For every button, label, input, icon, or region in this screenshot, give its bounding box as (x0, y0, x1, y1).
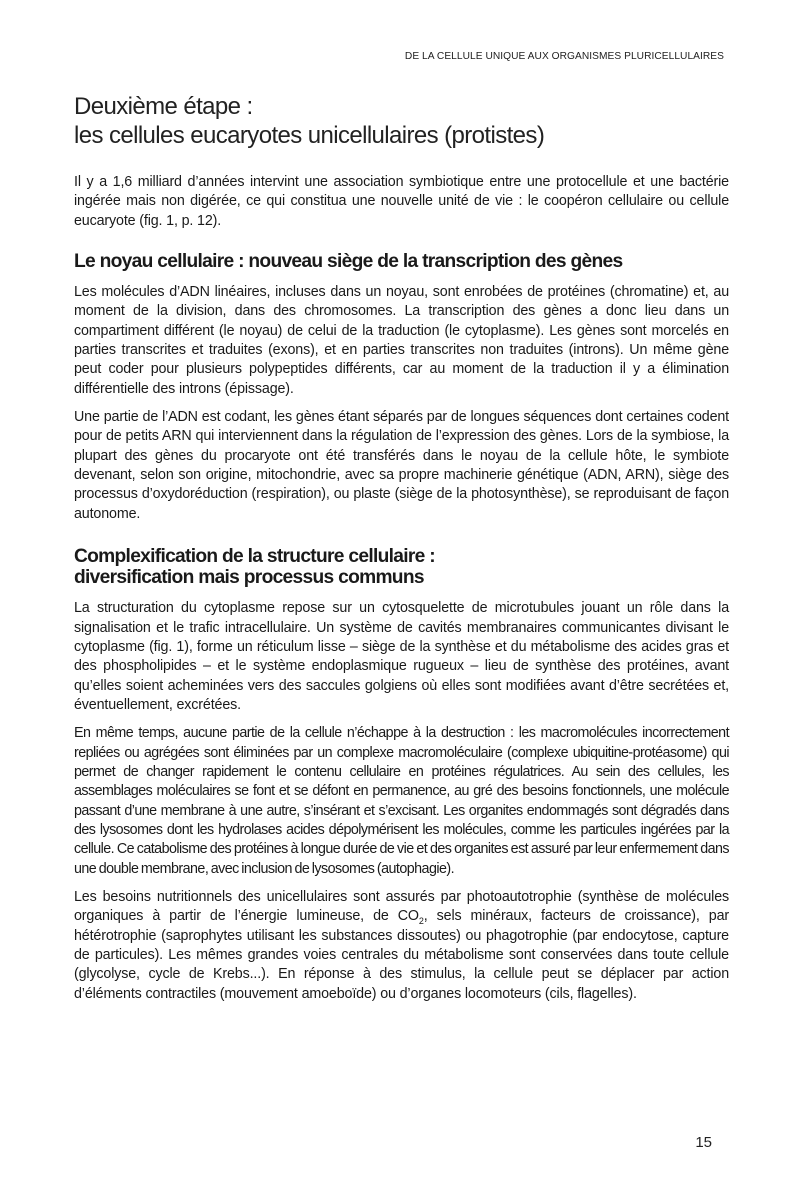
page-content (74, 92, 729, 1026)
body-paragraph: La structuration du cytoplasme repose sur un cytosquelette de microtubules jouant un rôle dans la signalisation et le trafic intracellulaire. Un système de cavités membranaires communicantes divisant le cytoplasme (fig. 1), forme un réticulum lisse – siège de la synthèse et du métabolisme des acides gras et des phospholipides – et le système endoplasmique rugueux – lieu de synthèse des protéines, avant qu’elles soient acheminées vers des saccules golgiens où elles sont modifiées avant d’être secrétées et, éventuellement, excrétées. (74, 600, 729, 713)
page-number: 15 (695, 1134, 712, 1151)
body-paragraph (74, 888, 729, 1004)
body-paragraph: Les molécules d’ADN linéaires, incluses dans un noyau, sont enrobées de protéines (chromatine) et, au moment de la division, dans des chromosomes. La transcription des gènes a donc lieu dans un compartiment différent (le noyau) de celui de la traduction (le cytoplasme). Les gènes sont morcelés en parties transcrites et traduites (exons), et en parties transcrites non traduites (introns). Un même gène peut coder pour plusieurs polypeptides différents, car au moment de la traduction il y a élimination différentielle des introns (épissage). (74, 284, 729, 397)
chapter-title (74, 92, 729, 150)
section-heading: Le noyau cellulaire : nouveau siège de la transcription des gènes (74, 251, 623, 273)
section-complexification (74, 546, 729, 1004)
chapter-title-line-1: Deuxième étape : (74, 93, 253, 120)
section-nucleus (74, 251, 729, 524)
intro-paragraph: Il y a 1,6 milliard d’années intervint une association symbiotique entre une protocellule et une bactérie ingérée mais non digérée, ce qui constitua une nouvelle unité de vie : le coopéron cellulaire ou cellule eucaryote (fig. 1, p. 12). (74, 174, 729, 229)
section-heading-line-2: diversification mais processus communs (74, 567, 424, 589)
body-paragraph: En même temps, aucune partie de la cellule n’échappe à la destruction : les macromolécules incorrectement repliées ou agrégées sont éliminées par un complexe macromoléculaire (complexe ubiquitine-protéasome) qui permet de changer rapidement le contenu cellulaire en protéines régulatrices. Au sein des cellules, les assemblages moléculaires se font et se défont en permanence, au gré des besoins fonctionnels, une molécule passant d’une membrane à une autre, s’insérant et s’excisant. Les organites endommagés sont dégradés dans des lysosomes dont les hydrolases acides dépolymérisent les molécules, comme les particules ingérées par la cellule. Ce catabolisme des protéines à longue durée de vie et des organites est assuré par leur enfermement dans une double membrane, avec inclusion de lysosomes (autophagie). (74, 725, 729, 877)
section-heading-line-1: Complexification de la structure cellulaire : (74, 546, 435, 568)
running-header: DE LA CELLULE UNIQUE AUX ORGANISMES PLURICELLULAIRES (404, 51, 724, 62)
subscript: 2 (418, 916, 424, 927)
body-paragraph: Une partie de l’ADN est codant, les gènes étant séparés par de longues séquences dont certaines codent pour de petits ARN qui interviennent dans la régulation de l’expression des gènes. Lors de la symbiose, la plupart des gènes du procaryote ont été transférés dans le noyau de la cellule hôte, le symbiote devenant, selon son origine, mitochondrie, avec sa propre machinerie génétique (ADN, ARN), siège des processus d’oxydoréduction (respiration), ou plaste (siège de la photosynthèse), se reproduisant de façon autonome. (74, 409, 729, 522)
text-run: , sels minéraux, facteurs de croissance), par hétérotrophie (saprophytes utilisant les substances dissoutes) ou phagotrophie (par endocytose, capture de particules). Les mêmes grandes voies centrales du métabolisme sont conservées dans toute cellule (glycolyse, cycle de Krebs...). En réponse à des stimulus, la cellule peut se déplacer par action d’éléments contractiles (mouvement amoeboïde) ou d’organes locomoteurs (cils, flagelles). (74, 908, 729, 1002)
text-run: Les besoins nutritionnels des unicellulaires sont assurés par photoautotrophie (synthèse de molécules organiques à partir de l’énergie lumineuse, de CO (74, 888, 729, 925)
section-heading (74, 546, 729, 588)
chapter-title-line-2: les cellules eucaryotes unicellulaires (protistes) (74, 122, 545, 149)
